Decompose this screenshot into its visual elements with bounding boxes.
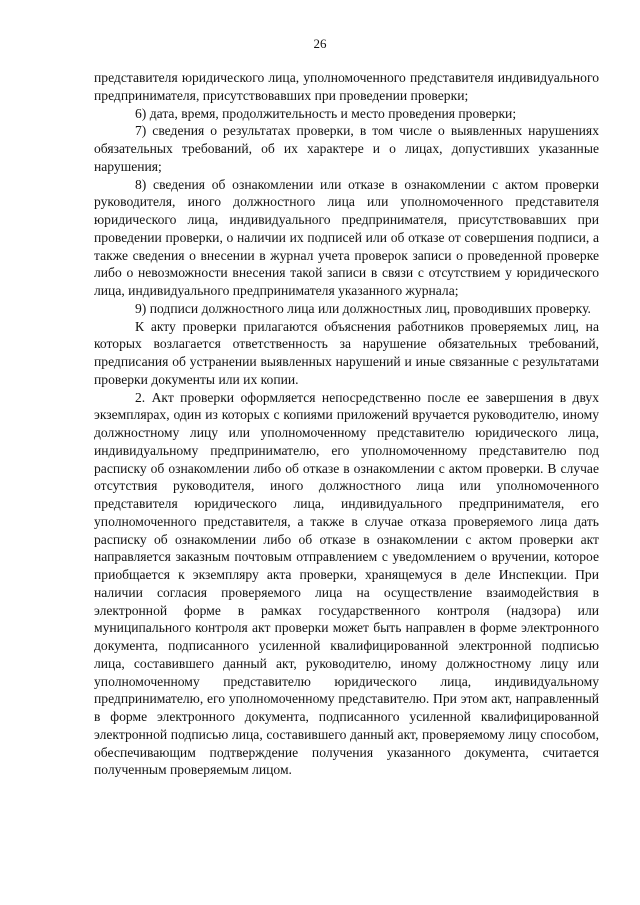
paragraph-attachments: К акту проверки прилагаются объяснения работников проверяемых лиц, на которых возлагается ответственность за нарушение обязательных требований, предписания об устранении выявленных нарушений и иные связанные с результатами проверки документы или их копии. <box>94 318 599 387</box>
paragraph-item-8: 8) сведения об ознакомлении или отказе в ознакомлении с актом проверки руководителя, иного должностного лица или уполномоченного представителя юридического лица, индивидуального предпринимателя, присутствовавших при проведении проверки, о наличии их подписей или об отказе от совершения подписи, а также сведения о внесении в журнал учета проверок записи о проведенной проверке либо о невозможности внесения такой записи в связи с отсутствием у юридического лица, индивидуального предпринимателя указанного журнала; <box>94 176 599 298</box>
document-body <box>94 69 599 779</box>
page-number: 26 <box>313 36 327 51</box>
paragraph-continuation: представителя юридического лица, уполномоченного представителя индивидуального предпринимателя, присутствовавших при проведении проверки; <box>94 70 599 103</box>
paragraph-item-9: 9) подписи должностного лица или должностных лиц, проводивших проверку. <box>135 300 591 316</box>
paragraph-item-7: 7) сведения о результатах проверки, в том числе о выявленных нарушениях обязательных требований, об их характере и о лицах, допустивших указанные нарушения; <box>94 123 599 174</box>
paragraph-item-6: 6) дата, время, продолжительность и место проведения проверки; <box>135 105 517 121</box>
paragraph-section-2: 2. Акт проверки оформляется непосредственно после ее завершения в двух экземплярах, один из которых с копиями приложений вручается руководителю, иному должностному лицу или уполномоченному представителю юридического лица, индивидуальному предпринимателю, его уполномоченному представителю под расписку об ознакомлении либо об отказе в ознакомлении с актом проверки. В случае отсутствия руководителя, иного должностного лица или уполномоченного представителя юридического лица, индивидуального предпринимателя, его уполномоченного представителя, а также в случае отказа проверяемого лица дать расписку об ознакомлении либо об отказе в ознакомлении с актом проверки акт направляется заказным почтовым отправлением с уведомлением о вручении, которое приобщается к экземпляру акта проверки, хранящемуся в деле Инспекции. При наличии согласия проверяемого лица на осуществление взаимодействия в электронной форме в рамках государственного контроля (надзора) или муниципального контроля акт проверки может быть направлен в форме электронного документа, подписанного усиленной квалифицированной электронной подписью лица, составившего данный акт, руководителю, иному должностному лицу или уполномоченному представителю юридического лица, индивидуальному предпринимателю, его уполномоченному представителю. При этом акт, направленный в форме электронного документа, подписанного усиленной квалифицированной электронной подписью лица, составившего данный акт, проверяемому лицу способом, обеспечивающим подтверждение получения указанного документа, считается полученным проверяемым лицом. <box>94 389 599 778</box>
